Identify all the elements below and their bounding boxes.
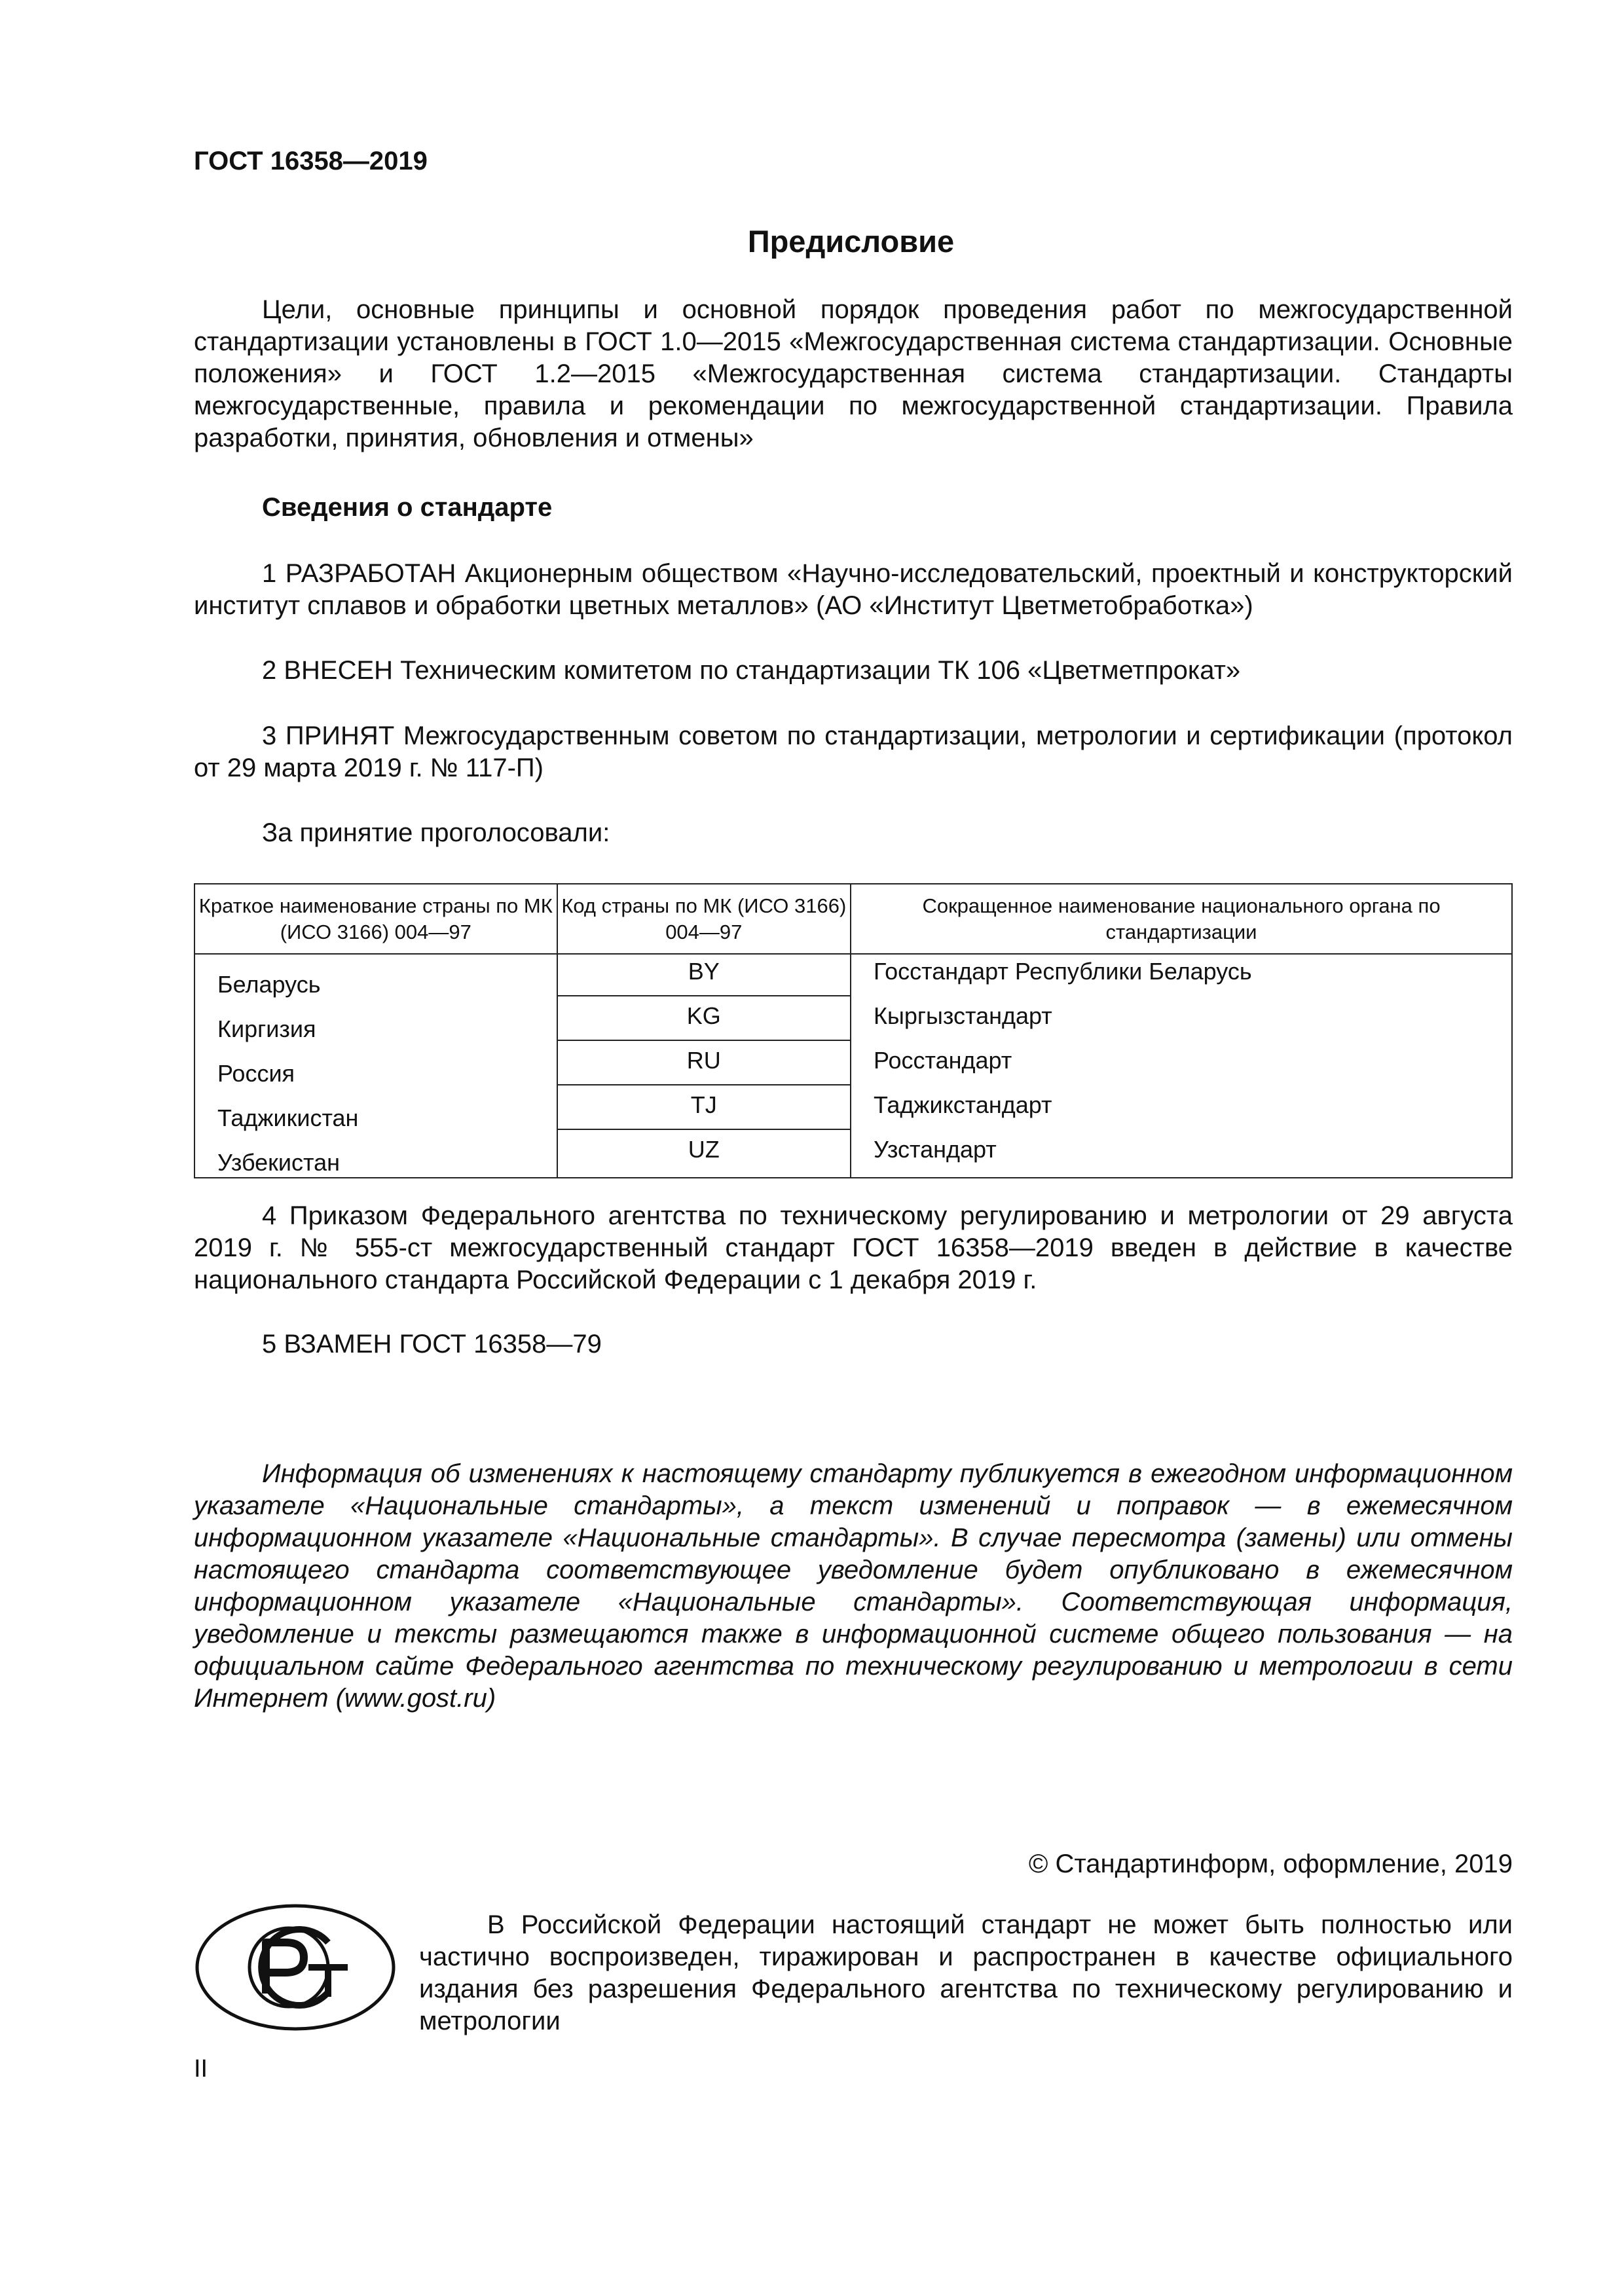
item-adopted: 3 ПРИНЯТ Межгосударственным советом по стандартизации, метрологии и сертификации (протокол от 29 марта 2019 г. № 117-П) [194,721,1513,782]
info-heading: Сведения о стандарте [262,493,553,522]
table-row [194,1044,1512,1088]
code-cell: TJ [558,1092,850,1130]
country-code [557,1088,851,1133]
item-developed: 1 РАЗРАБОТАН Акционерным обществом «Научно-исследовательский, проектный и конструкторский институт сплавов и обработки цветных металлов» (АО «Институт Цветметобработка») [194,559,1513,620]
country-code [557,954,851,999]
item-introduced: 2 ВНЕСЕН Техническим комитетом по стандартизации ТК 106 «Цветметпрокат» [262,656,1241,685]
intro-paragraph: Цели, основные принципы и основной порядок проведения работ по межгосударственной стандартизации установлены в ГОСТ 1.0—2015 «Межгосударственная система стандартизации. Основные положения» и ГОСТ 1.2—2015 «Межгосударственная система стандартизации. Стандарты межгосударственные, правила и рекомендации по межгосударственной стандартизации. Правила разработки, принятия, обновления и отмены» [194,295,1513,452]
standards-body: Таджикстандарт [851,1088,1512,1133]
country-name: Узбекистан [194,1133,557,1178]
code-cell: KG [558,1003,850,1041]
item-order: 4 Приказом Федерального агентства по техническому регулированию и метрологии от 29 августа 2019 г. № 555-ст межгосударственный стандарт ГОСТ 16358—2019 введен в действие в качестве национального стандарта Российской Федерации с 1 декабря 2019 г. [194,1201,1513,1294]
standards-body: Узстандарт [851,1133,1512,1178]
table-row [194,999,1512,1044]
countries-table [194,883,1513,1178]
table-row [194,1088,1512,1133]
rights-notice: В Российской Федерации настоящий стандарт не может быть полностью или частично воспроизведен, тиражирован и распространен в качестве официального издания без разрешения Федерального агентства по техническому регулированию и метрологии [419,1910,1513,2035]
standards-body: Росстандарт [851,1044,1512,1088]
rst-logo-icon [194,1902,397,2033]
table-row [194,1133,1512,1178]
code-cell: RU [558,1048,850,1085]
standards-body: Кыргызстандарт [851,999,1512,1044]
country-name: Киргизия [194,999,557,1044]
country-name: Таджикистан [194,1088,557,1133]
voted-label: За принятие проголосовали: [262,818,610,847]
page-number: II [194,2055,208,2083]
changes-notice: Информация об изменениях к настоящему стандарту публикуется в ежегодном информационном указателе «Национальные стандарты», а текст изменений и поправок — в ежемесячном информационном указателе «Национальные стандарты». В случае пересмотра (замены) или отмены настоящего стандарта соответствующее уведомление будет опубликовано в ежемесячном информационном указателе «Национальные стандарты». Соответствующая информация, уведомление и тексты размещаются также в информационной системе общего пользования — на официальном сайте Федерального агентства по техническому регулированию и метрологии в сети Интернет (www.gost.ru) [194,1459,1513,1713]
code-cell: UZ [688,1136,720,1163]
country-name: Россия [194,1044,557,1088]
document-code: ГОСТ 16358—2019 [194,147,428,175]
country-name: Беларусь [194,954,557,999]
table-header-row [194,884,1512,954]
header-code: Код страны по МК (ИСО 3166) 004—97 [557,884,851,954]
country-code [557,1133,851,1178]
item-replaces: 5 ВЗАМЕН ГОСТ 16358—79 [262,1330,602,1358]
code-cell: BY [558,958,850,996]
country-code [557,999,851,1044]
standards-body: Госстандарт Республики Беларусь [851,954,1512,999]
country-code [557,1044,851,1088]
copyright-line: © Стандартинформ, оформление, 2019 [1028,1850,1513,1878]
header-body: Сокращенное наименование национального органа по стандартизации [851,884,1512,954]
page-title: Предисловие [747,224,955,259]
table-row [194,954,1512,999]
header-country: Краткое наименование страны по МК (ИСО 3166) 004—97 [194,884,557,954]
